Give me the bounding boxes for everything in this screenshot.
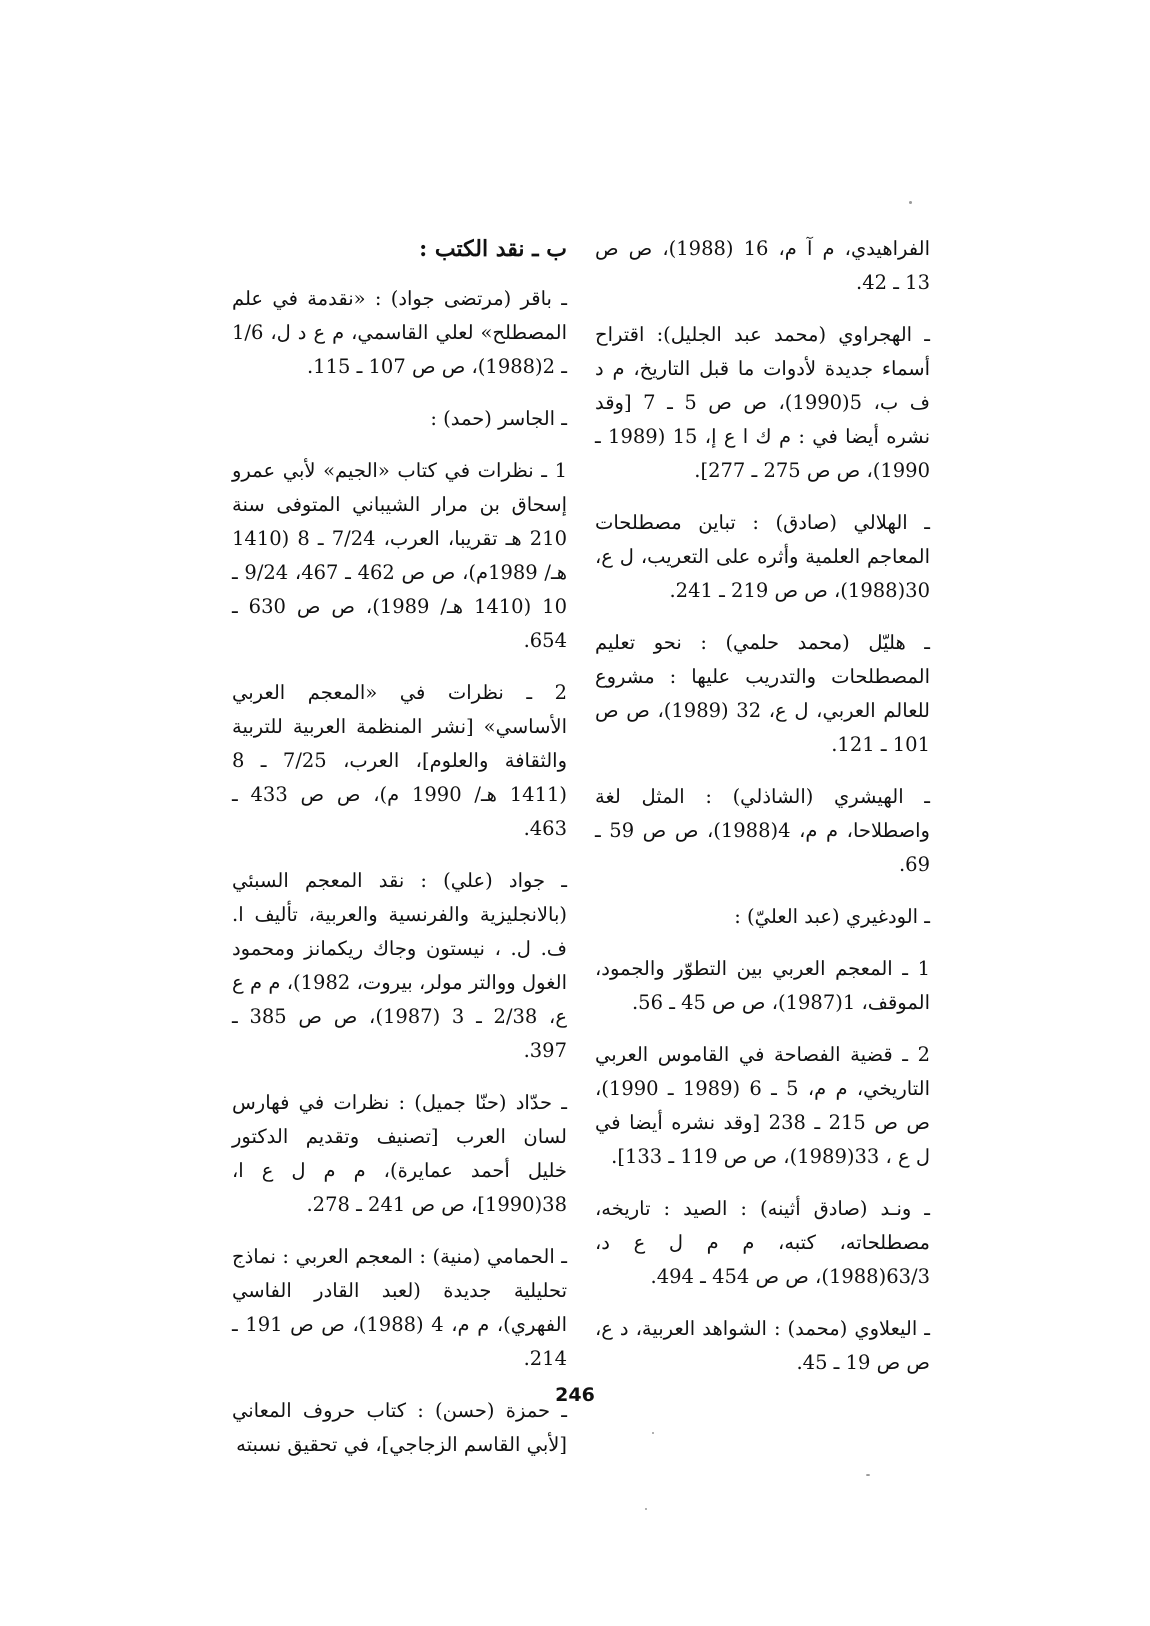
bibliography-entry: ـ هليّل (محمد حلمي) : نحو تعليم المصطلحات والتدريب عليها : مشروع للعالم العربي، ل ع، 32 (1989)، ص ص 101 ـ 121.	[595, 631, 930, 756]
bibliography-entry: 2 ـ قضية الفصاحة في القاموس العربي التاريخي، م م، 5 ـ 6 (1989 ـ 1990)، ص ص 215 ـ 238 [وقد نشره أيضا في ل ع ، 33(1989)، ص ص 119 ـ 133].	[595, 1043, 930, 1168]
section-heading: ب ـ نقد الكتب :	[419, 236, 567, 262]
bibliography-entry: ـ الهلالي (صادق) : تباين مصطلحات المعاجم العلمية وأثره على التعريب، ل ع، 30(1988)، ص ص 219 ـ 241.	[595, 511, 930, 602]
bibliography-entry: 2 ـ نظرات في «المعجم العربي الأساسي» [نشر المنظمة العربية للتربية والثقافة والعلوم]، العرب، 7/25 ـ 8 (1411 هـ/ 1990 م)، ص ص 433 ـ 463.	[232, 681, 567, 840]
bibliography-entry: ـ الحمامي (منية) : المعجم العربي : نماذج تحليلية جديدة (لعبد القادر الفاسي الفهري)، م م، 4 (1988)، ص ص 191 ـ 214.	[232, 1245, 567, 1370]
bibliography-entry: ـ جواد (علي) : نقد المعجم السبئي (بالانجليزية والفرنسية والعربية، تأليف ا. ف. ل. ، نيستون وجاك ريكمانز ومحمود الغول ووالتر مولر، بيروت، 1982)، م م ع ع، 2/38 ـ 3 (1987)، ص ص 385 ـ 397.	[232, 869, 568, 1062]
page-number: 246	[555, 1384, 595, 1406]
bibliography-entry: 1 ـ المعجم العربي بين التطوّر والجمود، الموقف، 1(1987)، ص ص 45 ـ 56.	[595, 957, 930, 1014]
bibliography-entry: ـ الجاسر (حمد) :	[430, 407, 567, 430]
bibliography-entry: ـ باقر (مرتضى جواد) : «نقدمة في علم المصطلح» لعلي القاسمي، م ع د ل، 1/6 ـ 2(1988)، ص ص 107 ـ 115.	[232, 287, 567, 378]
scan-speck	[866, 1474, 870, 1476]
bibliography-entry: 1 ـ نظرات في كتاب «الجيم» لأبي عمرو إسحاق بن مرار الشيباني المتوفى سنة 210 هـ تقريبا، العرب، 7/24 ـ 8 (1410 هـ/ 1989م)، ص ص 462 ـ 467، 9/24 ـ 10 (1410 هـ/ 1989)، ص ص 630 ـ 654.	[232, 459, 567, 652]
scan-speck	[652, 1432, 654, 1434]
bibliography-entry: ـ ونـد (صادق أثينه) : الصيد : تاريخه، مصطلحاته، كتبه، م م ل ع د، 63/3(1988)، ص ص 454 ـ 494.	[595, 1197, 930, 1288]
bibliography-entry: ـ الودغيري (عبد العليّ) :	[734, 905, 930, 928]
bibliography-entry: الفراهيدي، م آ م، 16 (1988)، ص ص 13 ـ 42.	[595, 237, 931, 294]
bibliography-entry: ـ الهيشري (الشاذلي) : المثل لغة واصطلاحا، م م، 4(1988)، ص ص 59 ـ 69.	[595, 785, 930, 876]
bibliography-entry: ـ الهجراوي (محمد عبد الجليل): اقتراح أسماء جديدة لأدوات ما قبل التاريخ، م د ف ب، 5(1990)، ص ص 5 ـ 7 [وقد نشره أيضا في : م ك ا ع إ، 15 (1989 ـ 1990)، ص ص 275 ـ 277].	[595, 323, 931, 482]
right-column	[595, 232, 930, 1398]
scan-speck	[909, 201, 912, 204]
left-column	[232, 232, 567, 1480]
bibliography-entry: ـ اليعلاوي (محمد) : الشواهد العربية، د ع، ص ص 19 ـ 45.	[595, 1317, 930, 1374]
scan-speck	[645, 1508, 647, 1510]
bibliography-entry: ـ حمزة (حسن) : كتاب حروف المعاني [لأبي القاسم الزجاجي]، في تحقيق نسبته	[232, 1399, 567, 1456]
bibliography-entry: ـ حدّاد (حنّا جميل) : نظرات في فهارس لسان العرب [تصنيف وتقديم الدكتور خليل أحمد عمايرة)، م م ل ع ا، 38(1990]، ص ص 241 ـ 278.	[232, 1091, 567, 1216]
